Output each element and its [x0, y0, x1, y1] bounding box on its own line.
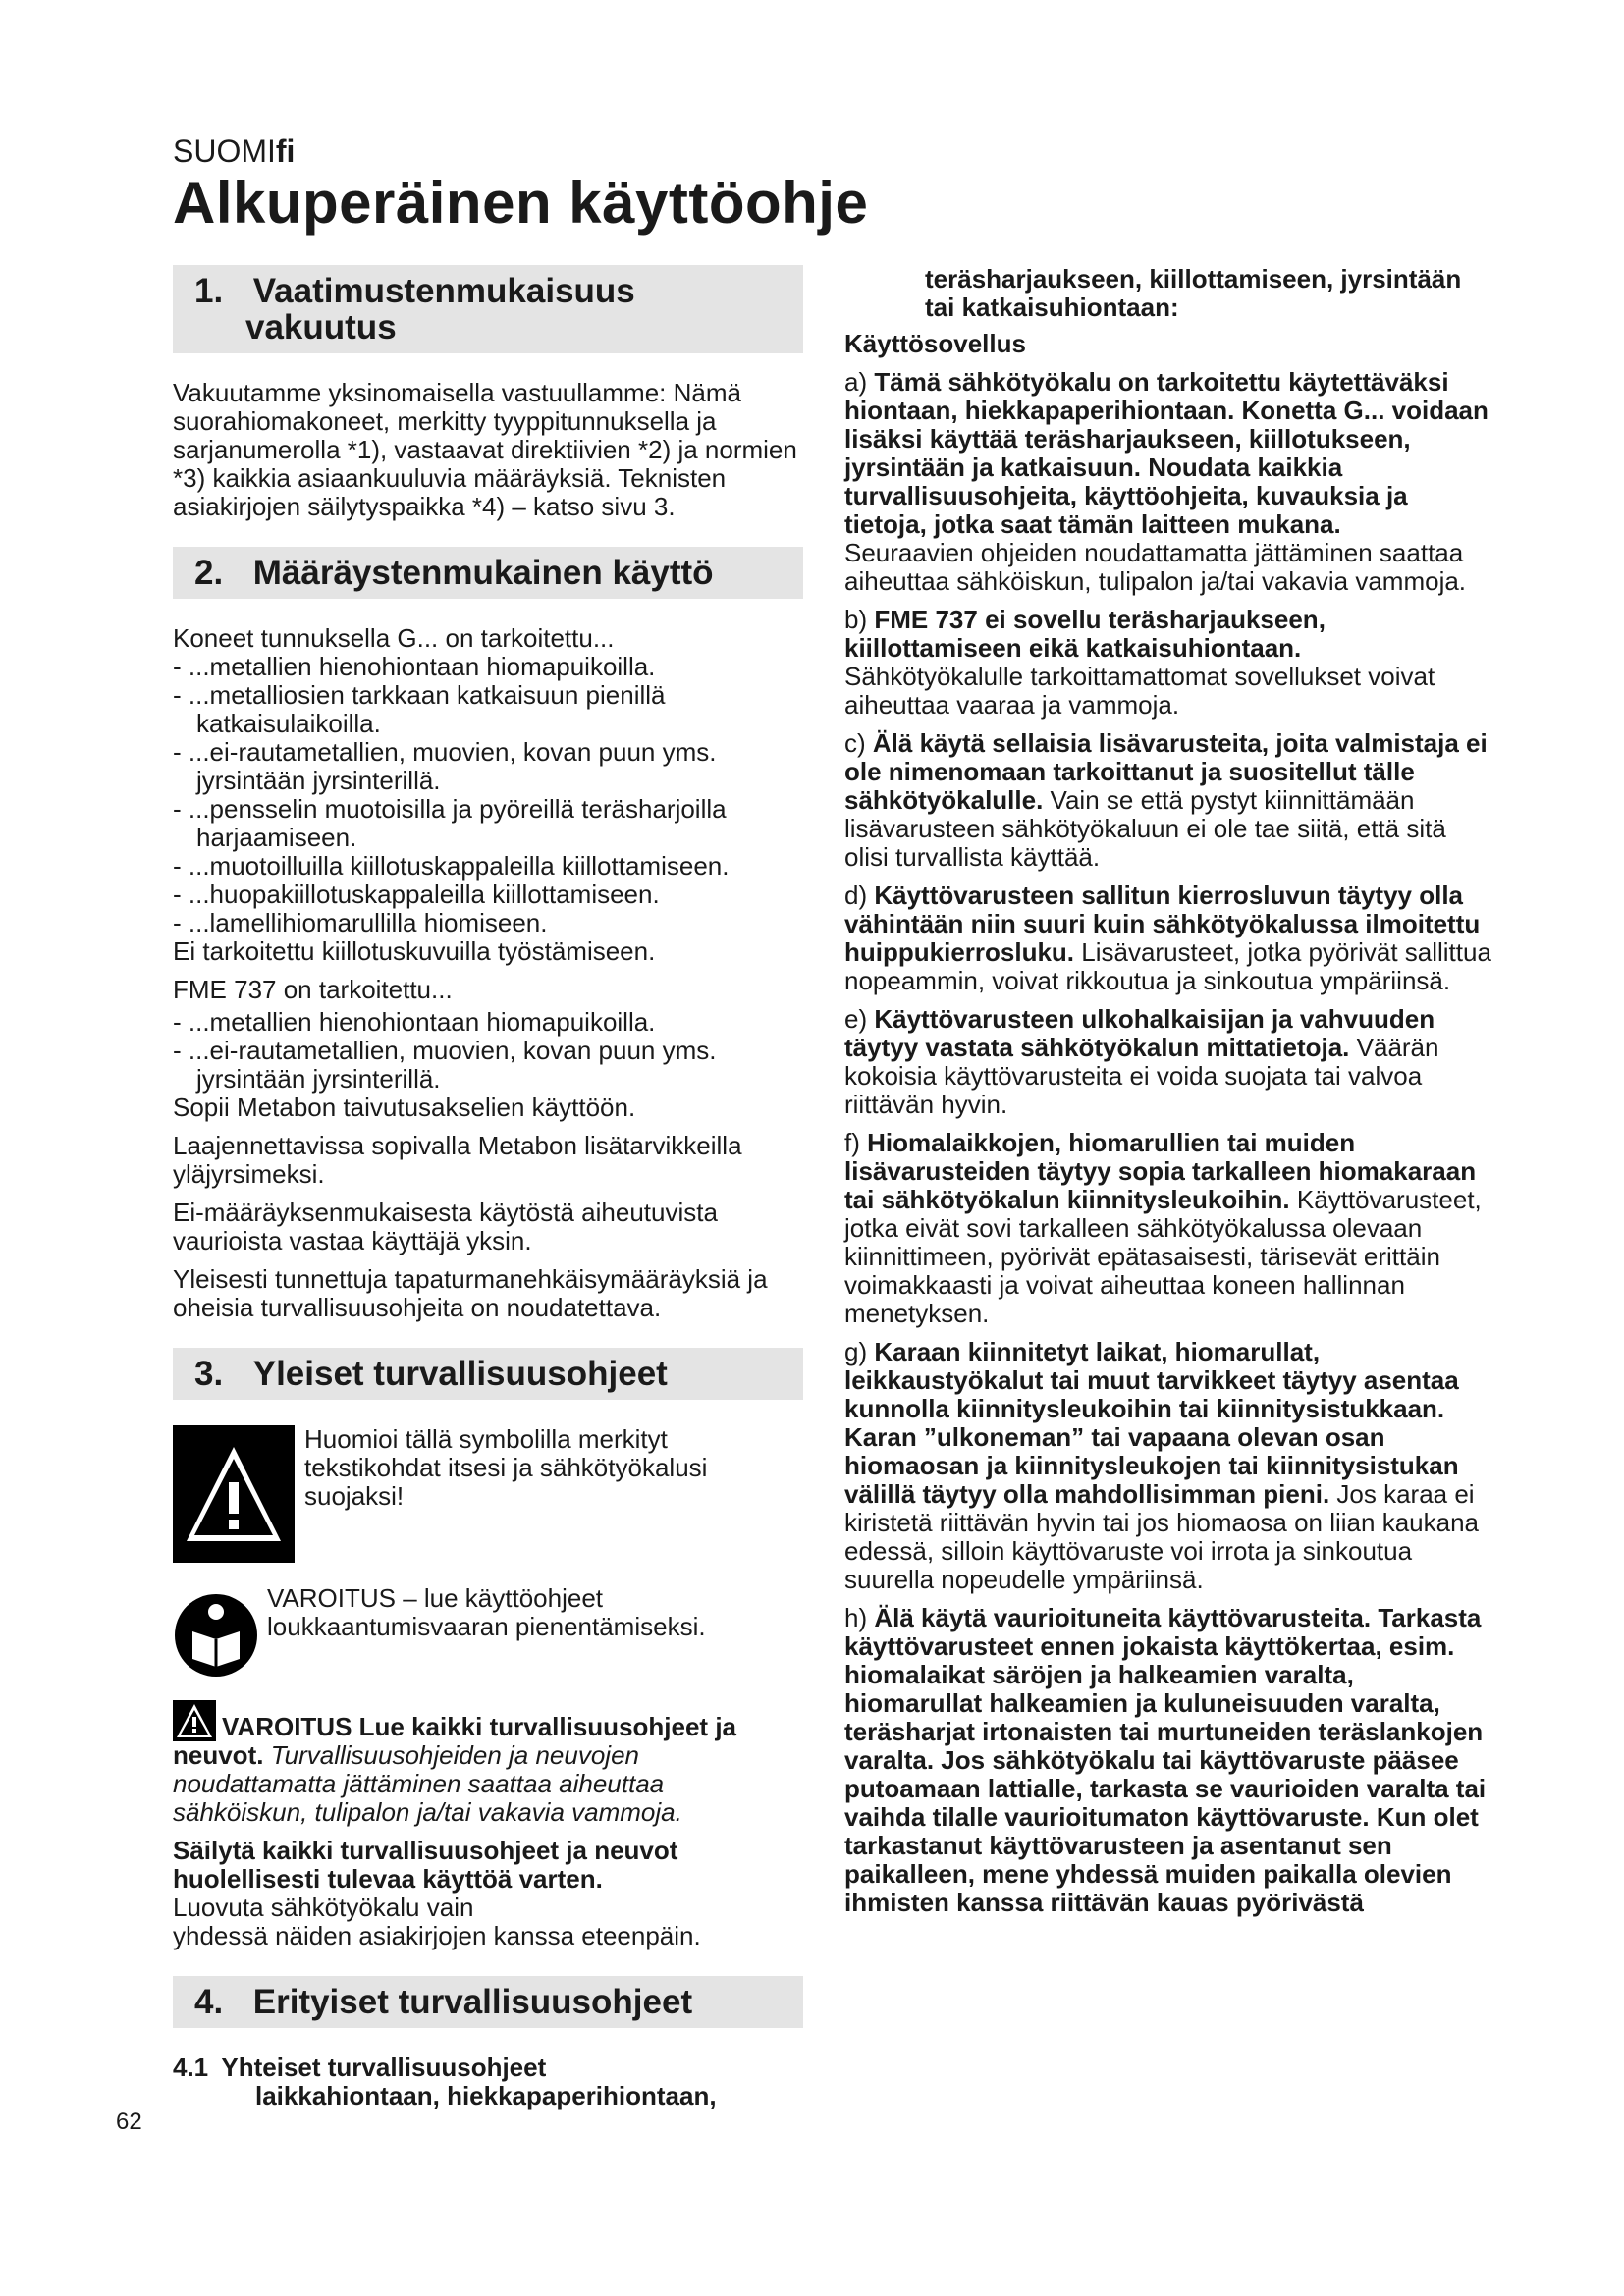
list-item: - ...metallien hienohiontaan hiomapuikoilla. [173, 1007, 656, 1037]
list-item: - ...metallien hienohiontaan hiomapuikoilla. [173, 652, 656, 681]
intended-use-intro: Koneet tunnuksella G... on tarkoitettu... [173, 623, 615, 653]
item-g [844, 1338, 1492, 1594]
item-bold: Tämä sähkötyökalu on tarkoitettu käytettäväksi hiontaan, hiekkapaperihiontaan. Konetta G... voidaan lisäksi käyttää teräsharjaukseen, kiillotukseen, jyrsintään ja katkaisuun. Noudata kaikkia turvallisuusohjeita, käyttöohjeita, kuvauksia ja tietoja, jotka saat tämän laitteen mukana. [844, 367, 1489, 539]
section-2-heading [173, 547, 803, 599]
language-name: SUOMI [173, 133, 276, 169]
item-bold: Älä käytä sellaisia lisävarusteita, joita valmistaja ei ole nimenomaan tarkoittanut ja suositellut tälle sähkötyökalulle. [844, 728, 1488, 815]
section-title-line2: vakuutus [245, 308, 397, 347]
item-text: Sähkötyökalulle tarkoittamattomat sovellukset voivat aiheuttaa vaaraa ja vammoja. [844, 662, 1435, 720]
keep-line2: yhdessä näiden asiakirjojen kanssa eteenpäin. [173, 1921, 701, 1950]
item-a [844, 368, 1492, 596]
item-d [844, 881, 1492, 995]
keep-instructions [173, 1837, 803, 1950]
warning-triangle-icon [173, 1425, 295, 1563]
section-title: Yleiset turvallisuusohjeet [252, 1355, 668, 1393]
item-h [844, 1604, 1492, 1917]
page-number: 62 [116, 2109, 142, 2135]
left-column [173, 265, 803, 2110]
item-c [844, 729, 1492, 872]
item-label: d) [844, 881, 868, 910]
item-text: Vain se että pystyt kiinnittämään lisävarusteen sähkötyökaluun ei ole tae siitä, että sitä olisi turvallista käyttää. [844, 785, 1446, 872]
section-number: 2. [194, 554, 224, 592]
section-number: 3. [194, 1355, 224, 1393]
not-intended-text: Ei tarkoitettu kiillotuskuvuilla työstämiseen. [173, 936, 656, 966]
read-manual-icon [173, 1592, 259, 1679]
item-bold: Käyttövarusteen sallitun kierrosluvun täytyy olla vähintään niin suuri kuin sähkötyökalussa ilmoitettu huippukierrosluku. [844, 881, 1481, 967]
language-label [173, 133, 295, 170]
section-title: Erityiset turvallisuusohjeet [252, 1983, 693, 2021]
section-title-line1: Vaatimustenmukaisuus [252, 272, 635, 310]
item-text: Lisävarusteet, jotka pyörivät sallittua nopeammin, voivat rikkoutua ja sinkoutua ympäriinsä. [844, 937, 1491, 995]
usage-label: Käyttösovellus [844, 329, 1026, 358]
subsection-number: 4.1 [173, 2053, 209, 2082]
list-item: - ...pensselin muotoisilla ja pyöreillä teräsharjoilla harjaamiseen. [173, 794, 727, 852]
subsection-title-line1: Yhteiset turvallisuusohjeet [221, 2053, 547, 2082]
item-f [844, 1129, 1492, 1328]
item-label: e) [844, 1004, 868, 1034]
item-label: b) [844, 605, 868, 634]
section-4-heading [173, 1976, 803, 2028]
read-manual-text: VAROITUS – lue käyttöohjeet loukkaantumisvaaran pienentämiseksi. [267, 1583, 706, 1641]
read-manual-note [173, 1584, 803, 1679]
item-e [844, 1005, 1492, 1119]
keep-line1: Luovuta sähkötyökalu vain [173, 1893, 474, 1922]
item-bold: Käyttövarusteen ulkohalkaisijan ja vahvuuden täytyy vastata sähkötyökalun mittatietoja. [844, 1004, 1435, 1062]
small-warning-icon [173, 1700, 216, 1741]
caution-symbol-note [173, 1425, 803, 1563]
item-label: f) [844, 1128, 860, 1157]
item-label: c) [844, 728, 866, 758]
item-bold: FME 737 ei sovellu teräsharjaukseen, kiillottamiseen eikä katkaisuhiontaan. [844, 605, 1326, 663]
item-label: g) [844, 1337, 868, 1366]
list-item: - ...huopakiillotuskappaleilla kiillottamiseen. [173, 880, 660, 909]
item-bold: Älä käytä vaurioituneita käyttövarusteita. Tarkasta käyttövarusteet ennen jokaista käyttökertaa, esim. hiomalaikat säröjen ja halkeamien varalta, hiomarullat halkeamien ja kuluneisuuden varalta, teräsharjat irtonaisten tai murtuneiden teräslankojen varalta. Jos sähkötyökalu tai käyttövaruste pääsee putoamaan lattialle, tarkasta se vaurioiden varalta tai vaihda tilalle vaurioitumaton käyttövaruste. Kun olet tarkastanut käyttövarusteen ja asentanut sen paikalleen, mene yhdessä muiden paikalla olevien ihmisten kanssa riittävän kauas pyörivästä [844, 1603, 1487, 1917]
item-text: Jos karaa ei kiristetä riittävän hyvin tai jos hiomaosa on liian kaukana edessä, silloin käyttövaruste voi irrota ja sinkoutua suurella nopeudelle ympäriinsä. [844, 1479, 1480, 1594]
item-b [844, 606, 1492, 720]
item-label: h) [844, 1603, 868, 1632]
fme-intro: FME 737 on tarkoitettu... [173, 975, 453, 1004]
subsection-4-1-heading [173, 2054, 803, 2110]
paragraph: Laajennettavissa sopivalla Metabon lisätarvikkeilla yläjyrsimeksi. [173, 1131, 742, 1189]
subsection-title-line2: laikkahiontaan, hiekkapaperihiontaan, [255, 2081, 717, 2110]
section-1-heading [173, 265, 803, 353]
right-column [844, 265, 1492, 1927]
paragraph: Sopii Metabon taivutusakselien käyttöön. [173, 1093, 636, 1122]
keep-bold: Säilytä kaikki turvallisuusohjeet ja neuvot huolellisesti tulevaa käyttöä varten. [173, 1836, 678, 1894]
paragraph: Yleisesti tunnettuja tapaturmanehkäisymääräyksiä ja oheisia turvallisuusohjeita on noudatettava. [173, 1264, 768, 1322]
warning-italic: Turvallisuusohjeiden ja neuvojen noudattamatta jättäminen saattaa aiheuttaa sähköiskun, tulipalon ja/tai vakavia vammoja. [173, 1740, 682, 1827]
list-item: - ...lamellihiomarullilla hiomiseen. [173, 908, 548, 937]
warning-paragraph [173, 1700, 803, 1827]
list-item: - ...ei-rautametallien, muovien, kovan puun yms. jyrsintään jyrsinterillä. [173, 1036, 717, 1094]
paragraph: Ei-määräyksenmukaisesta käytöstä aiheutuvista vaurioista vastaa käyttäjä yksin. [173, 1198, 718, 1255]
language-code: fi [275, 133, 296, 169]
continued-heading: teräsharjaukseen, kiillottamiseen, jyrsintään tai katkaisuhiontaan: [925, 264, 1462, 322]
list-item: - ...muotoilluilla kiillotuskappaleilla kiillottamiseen. [173, 851, 730, 881]
section-title: Määräystenmukainen käyttö [252, 554, 714, 592]
list-item: - ...ei-rautametallien, muovien, kovan puun yms. jyrsintään jyrsinterillä. [173, 737, 717, 795]
item-text: Väärän kokoisia käyttövarusteita ei voida suojata tai valvoa riittävän hyvin. [844, 1033, 1439, 1119]
section-3-heading [173, 1348, 803, 1400]
declaration-text: Vakuutamme yksinomaisella vastuullamme: Nämä suorahiomakoneet, merkitty tyyppitunnuksella ja sarjanumerolla *1), vastaavat direktiivien *2) ja normien *3) kaikkia asiaankuuluvia määräyksiä. Teknisten asiakirjojen säilytyspaikka *4) – katso sivu 3. [173, 378, 797, 521]
item-bold: Hiomalaikkojen, hiomarullien tai muiden lisävarusteiden täytyy sopia tarkalleen hiomakaraan tai sähkötyökalun kiinnitysleukoihin. [844, 1128, 1477, 1214]
section-number: 1. [194, 272, 224, 310]
section-number: 4. [194, 1983, 224, 2021]
item-text: Seuraavien ohjeiden noudattamatta jättäminen saattaa aiheuttaa sähköiskun, tulipalon ja/tai vakavia vammoja. [844, 538, 1467, 596]
list-item: - ...metalliosien tarkkaan katkaisuun pienillä katkaisulaikoilla. [173, 680, 666, 738]
warning-bold: VAROITUS Lue kaikki turvallisuusohjeet ja neuvot. [173, 1712, 736, 1770]
item-text: Käyttövarusteet, jotka eivät sovi tarkalleen sähkötyökalussa olevaan kiinnittimeen, pyörivät epätasaisesti, tärisevät erittäin voimakkaasti ja voivat aiheuttaa koneen hallinnan menetyksen. [844, 1185, 1482, 1328]
item-label: a) [844, 367, 868, 397]
item-bold: Karaan kiinnitetyt laikat, hiomarullat, leikkaustyökalut tai muut tarvikkeet täytyy asentaa kunnolla kiinnitysleukoihin tai kiinnitysistukkaan. Karan ”ulkoneman” tai vapaana olevan osan hiomaosan ja kiinnitysleukojen tai kiinnitysistukan välillä täytyy olla mahdollisimman pieni. [844, 1337, 1459, 1509]
page-title: Alkuperäinen käyttöohje [173, 170, 869, 236]
caution-symbol-text: Huomioi tällä symbolilla merkityt tekstikohdat itsesi ja sähkötyökalusi suojaksi! [304, 1424, 708, 1511]
